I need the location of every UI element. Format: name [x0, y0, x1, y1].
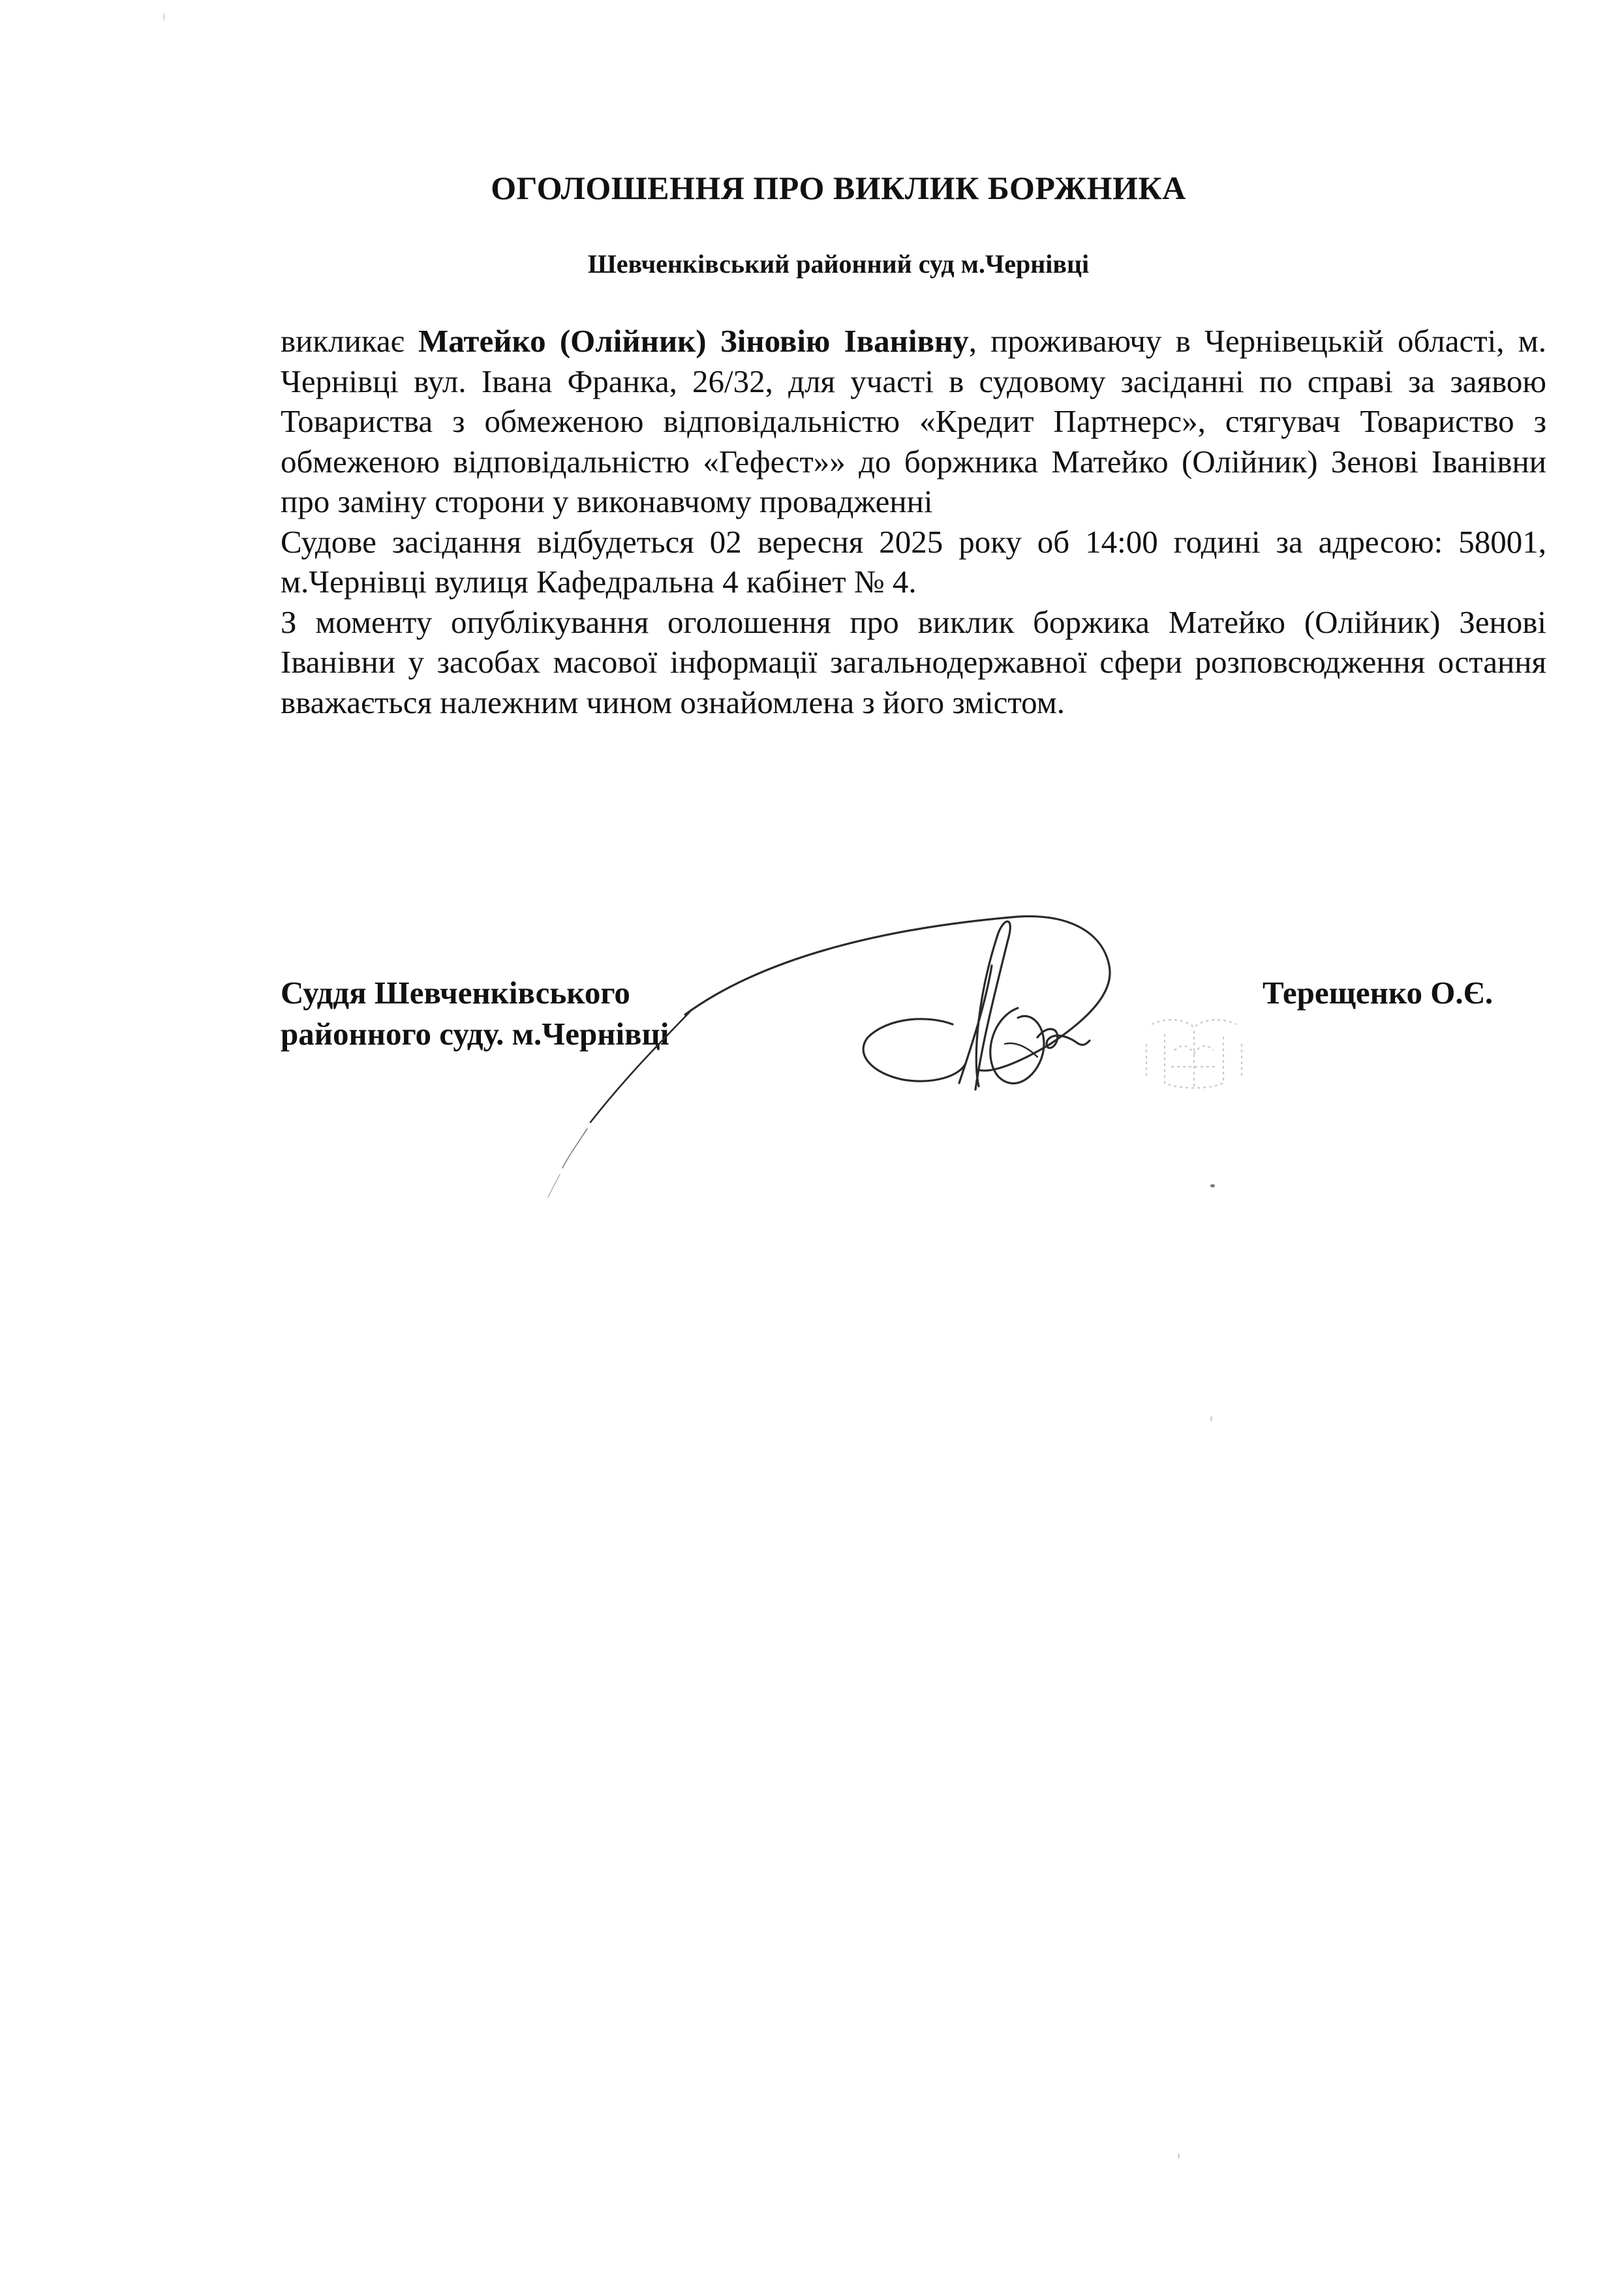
summons-lead: викликає: [281, 323, 418, 359]
judge-position-line-1: Суддя Шевченківського: [281, 975, 630, 1011]
debtor-name: Матейко (Олійник) Зіновію Іванівну: [418, 323, 969, 359]
scan-speck: [163, 13, 165, 21]
announcement-body: [281, 321, 1546, 722]
hearing-paragraph: Судове засідання відбудеться 02 вересня 2025 року об 14:00 годині за адресою: 58001, м.Чернівці вулиця Кафедральна 4 кабінет № 4.: [281, 523, 1546, 600]
judge-name: Терещенко О.Є.: [1263, 975, 1494, 1011]
faint-stamp-icon: [1139, 1005, 1249, 1103]
court-name: Шевченківський районний суд м.Чернівці: [587, 249, 1090, 279]
document-title: ОГОЛОШЕННЯ ПРО ВИКЛИК БОРЖНИКА: [491, 170, 1186, 206]
summons-details: , проживаючу в Чернівецькій області, м. Чернівці вул. Івана Франка, 26/32, для участі в судовому засіданні по справі за заявою Товариства з обмеженою відповідальністю «Кредит Партнерс», стягувач Товариство з обмеженою відповідальністю «Гефест»» до боржника Матейко (Олійник) Зенові Іванівни про заміну сторони у виконавчому провадженні: [281, 323, 1547, 519]
scan-speck: [1178, 2153, 1180, 2159]
notice-paragraph: З моменту опублікування оголошення про виклик боржика Матейко (Олійник) Зенові Іванівни у засобах масової інформації загальнодержавної сфери розповсюдження остання вважається належним чином ознайомлена з його змістом.: [281, 604, 1546, 720]
summons-paragraph: [281, 321, 1546, 522]
scan-speck: [1210, 1184, 1215, 1187]
judge-position-line-2: районного суду. м.Чернівці: [281, 1016, 669, 1052]
judge-position: [281, 972, 669, 1054]
scan-speck: [1210, 1416, 1212, 1422]
